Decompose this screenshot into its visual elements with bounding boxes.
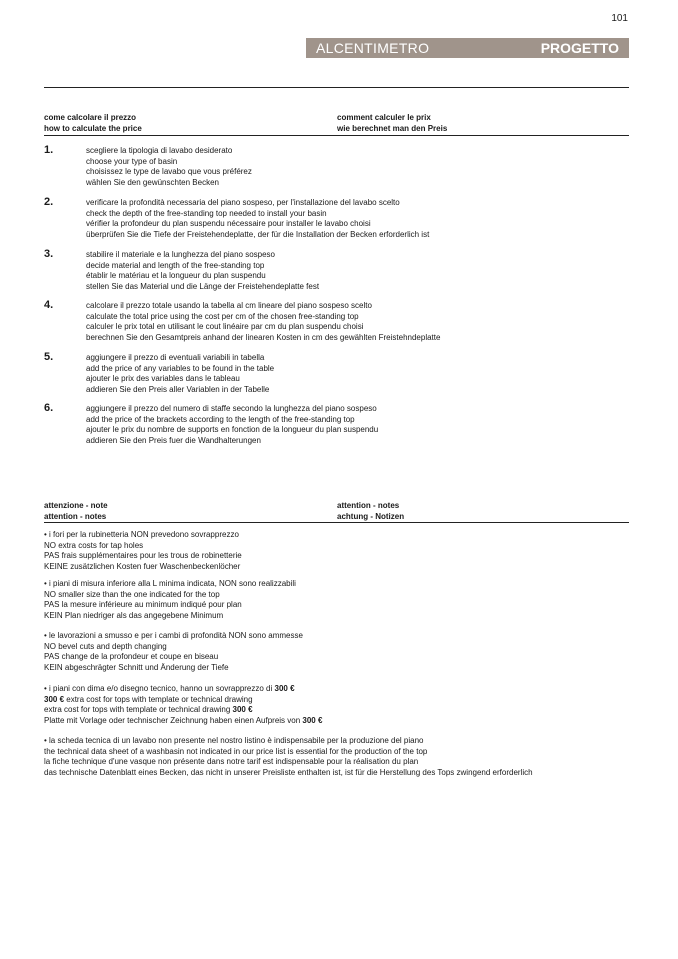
- price: 300 €: [232, 705, 253, 714]
- step-number: 6.: [44, 402, 54, 414]
- price: 300 €: [274, 684, 295, 693]
- note-template-cost: • i piani con dima e/o disegno tecnico, hanno un sovrapprezzo di 300 € 300 € extra cost for tops with template or technical drawing extra cost for tops with template or technical drawing 300 € Platte mit Vorlage oder technischer Zeichnung haben einen Aufpreis von 300 €: [44, 684, 323, 725]
- step-number: 5.: [44, 351, 54, 363]
- note-technical-sheet: • la scheda tecnica di un lavabo non presente nel nostro listino è indispensabile per la produzione del piano the technical data sheet of a washbasin not indicated in our price list is essential for the production of the top la fiche technique d'une vasque non présente dans notre tarif est indispensable pour la réalisation du plan das technische Datenblatt eines Becken, das nicht in unserer Preisliste enthalten ist, ist für die Herstellung des Tops zwingend erforderlich: [44, 736, 533, 777]
- notes-header-right: attention - notes achtung - Notizen: [337, 501, 405, 521]
- section-banner: [306, 38, 629, 58]
- note-tap-holes: • i fori per la rubinetteria NON prevedono sovrapprezzo NO extra costs for tap holes PAS frais supplémentaires pour les trous de robinetterie KEINE zusätzlichen Kosten fuer Waschenbeckenlöcher: [44, 530, 242, 571]
- top-divider: [44, 87, 629, 88]
- step-number: 1.: [44, 144, 54, 156]
- howto-divider: [44, 135, 629, 136]
- note-min-size: • i piani di misura inferiore alla L minima indicata, NON sono realizzabili NO smaller size than the one indicated for the top PAS la mesure inférieure au minimum indiqué pour plan KEIN Plan niedriger als das angegebene Minimum: [44, 579, 296, 620]
- step-number: 4.: [44, 299, 54, 311]
- price: 300 €: [44, 694, 65, 704]
- howto-header-left: come calcolare il prezzo how to calculate the price: [44, 113, 142, 133]
- notes-header-left: attenzione - note attention - notes: [44, 501, 108, 521]
- step-number: 3.: [44, 248, 54, 260]
- banner-section: PROGETTO: [540, 40, 619, 56]
- price: 300 €: [302, 715, 323, 725]
- notes-divider: [44, 522, 629, 523]
- howto-header-right: comment calculer le prix wie berechnet man den Preis: [337, 113, 448, 133]
- step-number: 2.: [44, 196, 54, 208]
- note-bevel-cuts: • le lavorazioni a smusso e per i cambi di profondità NON sono ammesse NO bevel cuts and depth changing PAS change de la profondeur et coupe en biseau KEIN abgeschrägter Schnitt und Änderung der Tiefe: [44, 631, 303, 672]
- banner-title: ALCENTIMETRO: [316, 40, 430, 56]
- page-number: 101: [611, 13, 628, 24]
